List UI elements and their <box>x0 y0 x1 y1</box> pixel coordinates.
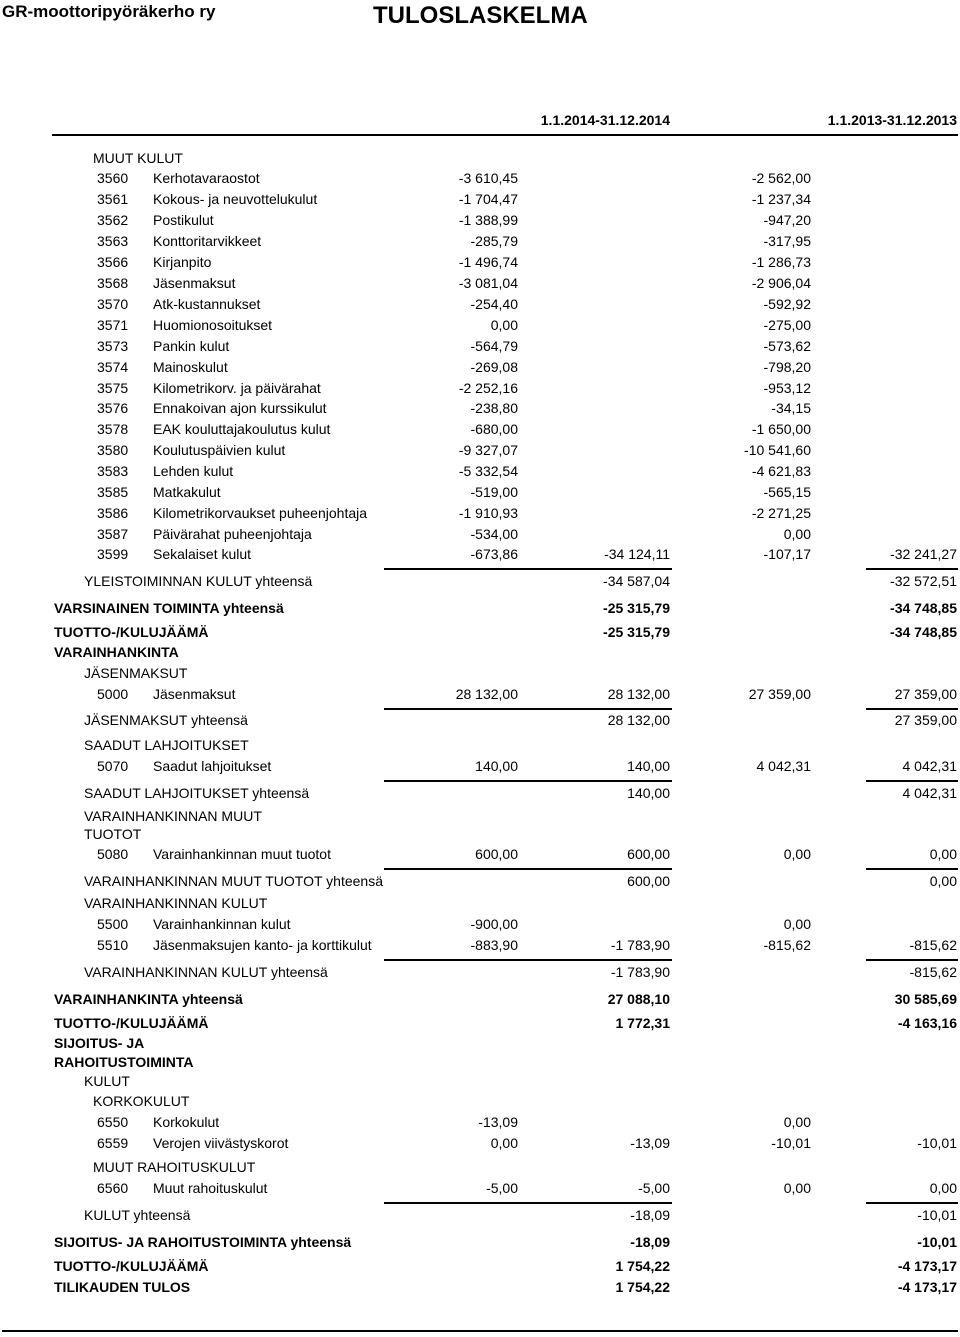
subtotal-row <box>0 624 960 644</box>
amount-c1: -5,00 <box>486 1180 518 1196</box>
subtotal-underline <box>384 780 672 782</box>
amount-c1: -5 332,54 <box>458 463 518 479</box>
account-name: Matkakulut <box>153 484 221 500</box>
account-code: 6550 <box>97 1114 129 1130</box>
account-name: Saadut lahjoitukset <box>153 758 272 774</box>
account-code: 3573 <box>97 338 129 354</box>
section-label: TUOTOT <box>84 826 142 842</box>
amount-c3: -4 621,83 <box>751 463 811 479</box>
subtotal-underline <box>866 959 958 961</box>
account-name: Varainhankinnan kulut <box>153 916 291 932</box>
amount-c3: 4 042,31 <box>756 758 811 774</box>
account-name: Atk-kustannukset <box>153 296 261 312</box>
account-name: Mainoskulut <box>153 359 228 375</box>
amount-c1: -680,00 <box>470 421 518 437</box>
account-row <box>0 1135 960 1155</box>
account-code: 3587 <box>97 526 129 542</box>
subtotal-row <box>0 873 960 893</box>
section-heading <box>0 895 960 915</box>
amount-c4: -32 241,27 <box>890 546 957 562</box>
subtotal-label: YLEISTOIMINNAN KULUT yhteensä <box>84 573 313 589</box>
amount-c3: 0,00 <box>783 846 811 862</box>
account-code: 3574 <box>97 359 129 375</box>
amount-c1: 0,00 <box>490 317 518 333</box>
amount-c3: -2 271,25 <box>751 505 811 521</box>
amount-c4: 30 585,69 <box>894 991 957 1007</box>
section-label: MUUT RAHOITUSKULUT <box>93 1159 256 1175</box>
amount-c1: -883,90 <box>470 937 518 953</box>
subtotal-label: TUOTTO-/KULUJÄÄMÄ <box>54 1258 209 1274</box>
section-label: KULUT <box>84 1073 130 1089</box>
amount-c1: -1 704,47 <box>458 191 518 207</box>
amount-c4: 4 042,31 <box>902 758 957 774</box>
amount-c2: 600,00 <box>627 873 670 889</box>
organization-name: GR-moottoripyöräkerho ry <box>2 2 216 21</box>
account-code: 3586 <box>97 505 129 521</box>
amount-c4: -10,01 <box>917 1207 957 1223</box>
amount-c4: -815,62 <box>909 937 957 953</box>
account-name: Jäsenmaksut <box>153 275 236 291</box>
account-code: 3570 <box>97 296 129 312</box>
account-row <box>0 380 960 400</box>
section-label: JÄSENMAKSUT <box>84 665 188 681</box>
amount-c3: -2 906,04 <box>751 275 811 291</box>
account-row <box>0 546 960 566</box>
amount-c4: 0,00 <box>929 873 957 889</box>
account-row <box>0 484 960 504</box>
subtotal-row <box>0 600 960 620</box>
account-name: Ennakoivan ajon kurssikulut <box>153 400 327 416</box>
amount-c3: -1 650,00 <box>751 421 811 437</box>
amount-c2: -25 315,79 <box>603 600 670 616</box>
amount-c2: 140,00 <box>627 758 670 774</box>
account-code: 3568 <box>97 275 129 291</box>
subtotal-underline <box>384 868 672 870</box>
account-code: 3561 <box>97 191 129 207</box>
account-row <box>0 758 960 778</box>
amount-c3: -34,15 <box>771 400 811 416</box>
amount-c1: 28 132,00 <box>455 686 518 702</box>
amount-c2: 1 754,22 <box>615 1279 670 1295</box>
account-row <box>0 233 960 253</box>
section-heading <box>0 1035 960 1055</box>
account-row <box>0 846 960 866</box>
account-name: Kerhotavaraostot <box>153 170 260 186</box>
account-name: Päivärahat puheenjohtaja <box>153 526 312 542</box>
footer-rule <box>2 1330 958 1332</box>
amount-c1: -285,79 <box>470 233 518 249</box>
amount-c3: -10,01 <box>771 1135 811 1151</box>
subtotal-row <box>0 964 960 984</box>
amount-c1: -519,00 <box>470 484 518 500</box>
account-row <box>0 421 960 441</box>
amount-c1: 0,00 <box>490 1135 518 1151</box>
account-name: Konttoritarvikkeet <box>153 233 262 249</box>
section-heading <box>0 1159 960 1179</box>
account-row <box>0 359 960 379</box>
section-heading <box>0 1093 960 1113</box>
amount-c1: -9 327,07 <box>458 442 518 458</box>
account-name: Sekalaiset kulut <box>153 546 252 562</box>
subtotal-row <box>0 1015 960 1035</box>
subtotal-label: SIJOITUS- JA RAHOITUSTOIMINTA yhteensä <box>54 1234 352 1250</box>
amount-c1: -269,08 <box>470 359 518 375</box>
amount-c1: -254,40 <box>470 296 518 312</box>
amount-c2: -1 783,90 <box>610 964 670 980</box>
amount-c1: -1 496,74 <box>458 254 518 270</box>
subtotal-label: SAADUT LAHJOITUKSET yhteensä <box>84 785 310 801</box>
amount-c2: 28 132,00 <box>607 686 670 702</box>
account-code: 3571 <box>97 317 129 333</box>
header-rule <box>52 134 958 136</box>
account-name: Kilometrikorvaukset puheenjohtaja <box>153 505 368 521</box>
account-name: Korkokulut <box>153 1114 220 1130</box>
account-name: Lehden kulut <box>153 463 234 479</box>
section-heading <box>0 1054 960 1074</box>
account-row <box>0 505 960 525</box>
account-name: EAK kouluttajakoulutus kulut <box>153 421 331 437</box>
subtotal-row <box>0 1279 960 1299</box>
section-heading <box>0 737 960 757</box>
amount-c4: -4 163,16 <box>897 1015 957 1031</box>
amount-c2: 1 754,22 <box>615 1258 670 1274</box>
amount-c1: -1 910,93 <box>458 505 518 521</box>
subtotal-underline <box>866 868 958 870</box>
amount-c1: 600,00 <box>475 846 518 862</box>
account-code: 5000 <box>97 686 129 702</box>
account-row <box>0 463 960 483</box>
amount-c4: -10,01 <box>917 1135 957 1151</box>
account-row <box>0 254 960 274</box>
account-row <box>0 275 960 295</box>
section-label: VARAINHANKINNAN KULUT <box>84 895 268 911</box>
account-name: Huomionosoitukset <box>153 317 273 333</box>
amount-c4: 27 359,00 <box>894 712 957 728</box>
subtotal-label: VARAINHANKINNAN MUUT TUOTOT yhteensä <box>84 873 383 889</box>
amount-c1: -673,86 <box>470 546 518 562</box>
amount-c2: -18,09 <box>630 1207 670 1223</box>
account-code: 3580 <box>97 442 129 458</box>
section-label: SAADUT LAHJOITUKSET <box>84 737 249 753</box>
page-title: TULOSLASKELMA <box>373 2 588 29</box>
account-code: 3585 <box>97 484 129 500</box>
amount-c1: 140,00 <box>475 758 518 774</box>
amount-c3: -2 562,00 <box>751 170 811 186</box>
account-code: 3560 <box>97 170 129 186</box>
amount-c2: -34 587,04 <box>603 573 670 589</box>
amount-c3: -573,62 <box>763 338 811 354</box>
account-name: Pankin kulut <box>153 338 230 354</box>
amount-c2: -25 315,79 <box>603 624 670 640</box>
subtotal-label: TUOTTO-/KULUJÄÄMÄ <box>54 1015 209 1031</box>
subtotal-row <box>0 991 960 1011</box>
section-heading <box>0 1073 960 1093</box>
amount-c3: -1 286,73 <box>751 254 811 270</box>
section-heading <box>0 150 960 170</box>
account-name: Jäsenmaksut <box>153 686 236 702</box>
account-name: Varainhankinnan muut tuotot <box>153 846 331 862</box>
amount-c2: -18,09 <box>630 1234 670 1250</box>
subtotal-row <box>0 1234 960 1254</box>
account-row <box>0 338 960 358</box>
account-row <box>0 916 960 936</box>
subtotal-underline <box>384 1202 672 1204</box>
section-heading <box>0 826 960 846</box>
amount-c4: -4 173,17 <box>897 1258 957 1274</box>
amount-c3: -592,92 <box>763 296 811 312</box>
subtotal-underline <box>866 1202 958 1204</box>
amount-c4: -34 748,85 <box>890 624 957 640</box>
section-label: MUUT KULUT <box>93 150 183 166</box>
account-code: 3599 <box>97 546 129 562</box>
section-label: RAHOITUSTOIMINTA <box>54 1054 194 1070</box>
account-code: 5510 <box>97 937 129 953</box>
amount-c4: 0,00 <box>929 1180 957 1196</box>
subtotal-label: KULUT yhteensä <box>84 1207 191 1223</box>
account-code: 3566 <box>97 254 129 270</box>
section-label: SIJOITUS- JA <box>54 1035 145 1051</box>
account-row <box>0 1180 960 1200</box>
account-row <box>0 191 960 211</box>
amount-c2: 600,00 <box>627 846 670 862</box>
amount-c2: 28 132,00 <box>607 712 670 728</box>
amount-c1: -1 388,99 <box>458 212 518 228</box>
amount-c1: -564,79 <box>470 338 518 354</box>
account-code: 5080 <box>97 846 129 862</box>
section-heading <box>0 665 960 685</box>
subtotal-row <box>0 712 960 732</box>
account-code: 3578 <box>97 421 129 437</box>
account-name: Koulutuspäivien kulut <box>153 442 286 458</box>
section-label: KORKOKULUT <box>93 1093 190 1109</box>
amount-c3: -317,95 <box>763 233 811 249</box>
subtotal-label: JÄSENMAKSUT yhteensä <box>84 712 248 728</box>
account-code: 3576 <box>97 400 129 416</box>
amount-c3: -947,20 <box>763 212 811 228</box>
subtotal-row <box>0 1207 960 1227</box>
amount-c2: 1 772,31 <box>615 1015 670 1031</box>
amount-c4: 27 359,00 <box>894 686 957 702</box>
account-code: 3562 <box>97 212 129 228</box>
account-row <box>0 212 960 232</box>
subtotal-underline <box>384 708 672 710</box>
account-row <box>0 400 960 420</box>
amount-c4: 0,00 <box>929 846 957 862</box>
account-code: 5070 <box>97 758 129 774</box>
period-previous-header: 1.1.2013-31.12.2013 <box>827 112 957 128</box>
account-code: 6560 <box>97 1180 129 1196</box>
subtotal-underline <box>866 568 958 570</box>
account-code: 3563 <box>97 233 129 249</box>
section-label: VARAINHANKINTA <box>54 644 179 660</box>
amount-c3: -1 237,34 <box>751 191 811 207</box>
account-name: Postikulut <box>153 212 214 228</box>
account-row <box>0 170 960 190</box>
period-current-header: 1.1.2014-31.12.2014 <box>540 112 670 128</box>
amount-c3: 0,00 <box>783 916 811 932</box>
subtotal-label: VARSINAINEN TOIMINTA yhteensä <box>54 600 284 616</box>
amount-c2: -34 124,11 <box>604 546 670 562</box>
section-heading <box>0 808 960 828</box>
amount-c3: -815,62 <box>763 937 811 953</box>
account-code: 6559 <box>97 1135 129 1151</box>
amount-c4: -815,62 <box>909 964 957 980</box>
amount-c3: -275,00 <box>763 317 811 333</box>
subtotal-row <box>0 573 960 593</box>
amount-c3: 0,00 <box>783 1180 811 1196</box>
amount-c1: -13,09 <box>478 1114 518 1130</box>
account-row <box>0 686 960 706</box>
account-name: Jäsenmaksujen kanto- ja korttikulut <box>153 937 372 953</box>
subtotal-underline <box>866 780 958 782</box>
amount-c3: 0,00 <box>783 526 811 542</box>
amount-c1: -238,80 <box>470 400 518 416</box>
amount-c4: -34 748,85 <box>890 600 957 616</box>
subtotal-underline <box>866 708 958 710</box>
amount-c2: -13,09 <box>630 1135 670 1151</box>
subtotal-row <box>0 1258 960 1278</box>
amount-c2: 140,00 <box>627 785 670 801</box>
account-name: Kokous- ja neuvottelukulut <box>153 191 318 207</box>
amount-c3: 0,00 <box>783 1114 811 1130</box>
subtotal-underline <box>384 568 672 570</box>
amount-c3: -953,12 <box>763 380 811 396</box>
subtotal-label: TUOTTO-/KULUJÄÄMÄ <box>54 624 209 640</box>
amount-c4: -10,01 <box>917 1234 957 1250</box>
account-row <box>0 937 960 957</box>
amount-c3: -798,20 <box>763 359 811 375</box>
account-name: Kilometrikorv. ja päivärahat <box>153 380 321 396</box>
amount-c1: -2 252,16 <box>458 380 518 396</box>
subtotal-label: VARAINHANKINNAN KULUT yhteensä <box>84 964 328 980</box>
account-row <box>0 1114 960 1134</box>
account-name: Verojen viivästyskorot <box>153 1135 289 1151</box>
amount-c4: -32 572,51 <box>890 573 957 589</box>
amount-c1: -3 610,45 <box>458 170 518 186</box>
account-row <box>0 296 960 316</box>
section-label: VARAINHANKINNAN MUUT <box>84 808 262 824</box>
account-row <box>0 526 960 546</box>
amount-c2: -1 783,90 <box>610 937 670 953</box>
account-code: 3583 <box>97 463 129 479</box>
amount-c1: -900,00 <box>470 916 518 932</box>
amount-c3: -565,15 <box>763 484 811 500</box>
amount-c2: 27 088,10 <box>607 991 670 1007</box>
subtotal-row <box>0 785 960 805</box>
amount-c1: -534,00 <box>470 526 518 542</box>
amount-c3: -10 541,60 <box>744 442 811 458</box>
account-row <box>0 317 960 337</box>
amount-c3: 27 359,00 <box>748 686 811 702</box>
subtotal-label: VARAINHANKINTA yhteensä <box>54 991 243 1007</box>
subtotal-underline <box>384 959 672 961</box>
amount-c1: -3 081,04 <box>458 275 518 291</box>
amount-c2: -5,00 <box>638 1180 670 1196</box>
amount-c4: -4 173,17 <box>897 1279 957 1295</box>
section-heading <box>0 644 960 664</box>
amount-c4: 4 042,31 <box>902 785 957 801</box>
account-name: Muut rahoituskulut <box>153 1180 268 1196</box>
account-code: 5500 <box>97 916 129 932</box>
account-code: 3575 <box>97 380 129 396</box>
subtotal-label: TILIKAUDEN TULOS <box>54 1279 191 1295</box>
amount-c3: -107,17 <box>763 546 811 562</box>
account-name: Kirjanpito <box>153 254 212 270</box>
account-row <box>0 442 960 462</box>
